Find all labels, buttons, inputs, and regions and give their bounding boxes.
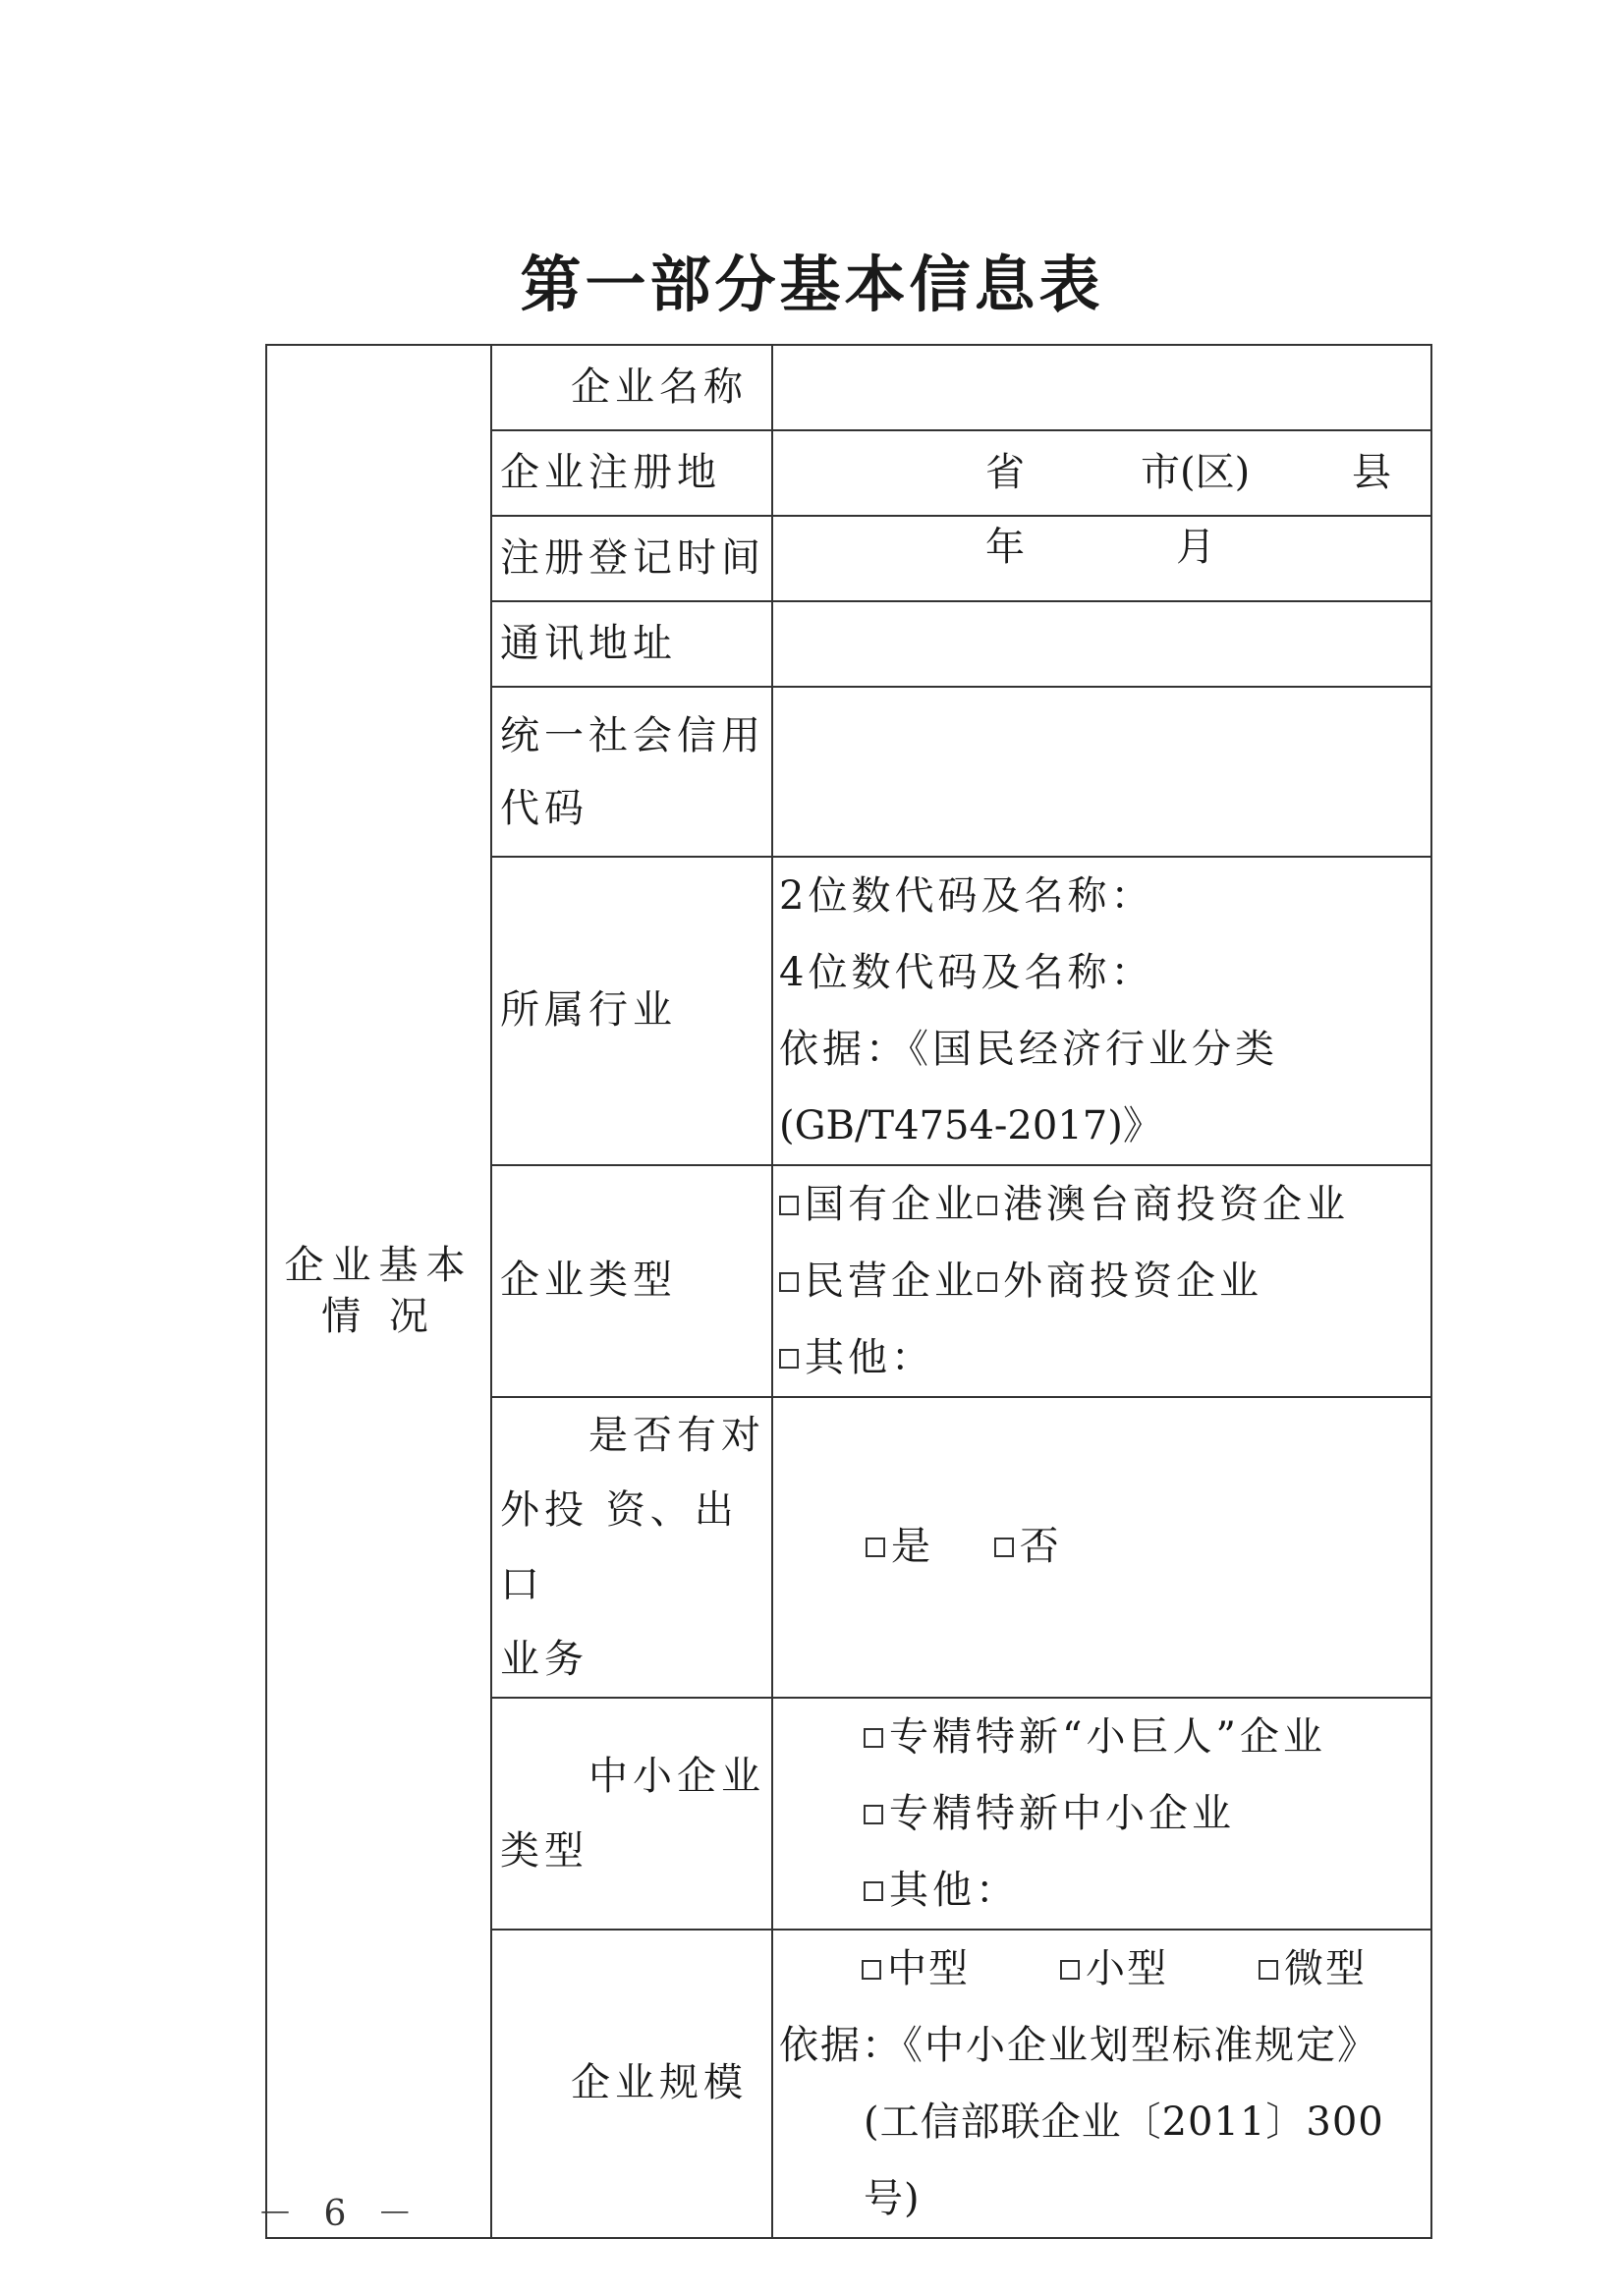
- option-label: 外商投资企业: [1003, 1259, 1262, 1304]
- industry-line: (GB/T4754-2017)》: [779, 1103, 1162, 1148]
- enterprise-type-label: 企业类型: [491, 1165, 772, 1397]
- option-label: 其他：: [889, 1868, 1019, 1913]
- province-unit: 省: [985, 449, 1025, 495]
- sme-type-label-line: 类型: [500, 1828, 588, 1874]
- registered-place-label: 企业注册地: [491, 430, 772, 516]
- credit-code-label-line: 统一社会信用: [500, 712, 765, 758]
- county-unit: 县: [1352, 449, 1391, 495]
- option-label: 专精特新“小巨人”企业: [889, 1714, 1326, 1760]
- checkbox[interactable]: [1259, 1960, 1278, 1980]
- option-label: 民营企业: [805, 1259, 978, 1304]
- company-name-field[interactable]: [772, 345, 1431, 430]
- enterprise-type-field: [772, 1165, 1431, 1397]
- page-number: － 6 －: [257, 2194, 422, 2234]
- mailing-address-label: 通讯地址: [491, 601, 772, 687]
- checkbox[interactable]: [978, 1272, 997, 1292]
- scale-basis: 依据：《中小企业划型标准规定》: [779, 2023, 1378, 2068]
- checkbox[interactable]: [779, 1196, 799, 1215]
- table-row: [266, 345, 1431, 430]
- registration-time-label: 注册登记时间: [491, 516, 772, 601]
- credit-code-label-line: 代码: [500, 785, 588, 831]
- industry-line: 依据：《国民经济行业分类: [779, 1027, 1278, 1072]
- industry-line: 4位数代码及名称：: [779, 950, 1154, 995]
- checkbox[interactable]: [779, 1349, 799, 1369]
- year-unit: 年: [985, 524, 1029, 570]
- checkbox[interactable]: [864, 1728, 883, 1748]
- sme-type-field: [772, 1698, 1431, 1930]
- checkbox[interactable]: [866, 1538, 885, 1557]
- checkbox[interactable]: [1060, 1960, 1080, 1980]
- mailing-address-field[interactable]: [772, 601, 1431, 687]
- option-label: 国有企业: [805, 1182, 978, 1227]
- industry-field[interactable]: [772, 857, 1431, 1165]
- option-no-label: 否: [1019, 1524, 1063, 1570]
- option-label: 港澳台商投资企业: [1003, 1182, 1349, 1227]
- checkbox[interactable]: [864, 1881, 883, 1901]
- option-label: 小型: [1086, 1946, 1168, 1991]
- foreign-business-label-line: 外投 资、出口: [500, 1487, 739, 1607]
- foreign-business-field: [772, 1397, 1431, 1698]
- registration-time-field[interactable]: [772, 516, 1431, 601]
- sme-type-label: [491, 1698, 772, 1930]
- month-unit: 月: [1176, 524, 1219, 570]
- enterprise-scale-field: [772, 1930, 1431, 2238]
- option-label: 微型: [1284, 1946, 1367, 1991]
- page-title: 第一部分基本信息表: [520, 249, 1104, 320]
- industry-label: 所属行业: [491, 857, 772, 1165]
- checkbox[interactable]: [994, 1538, 1014, 1557]
- credit-code-field[interactable]: [772, 687, 1431, 857]
- registered-place-field[interactable]: [772, 430, 1431, 516]
- checkbox[interactable]: [978, 1196, 997, 1215]
- option-label: 专精特新中小企业: [889, 1791, 1235, 1836]
- checkbox[interactable]: [864, 1805, 883, 1824]
- company-name-label: 企业名称: [491, 345, 772, 430]
- option-yes-label: 是: [891, 1524, 934, 1570]
- credit-code-label: [491, 687, 772, 857]
- section-label-cell: [266, 345, 491, 2238]
- checkbox[interactable]: [779, 1272, 799, 1292]
- option-label: 其他：: [805, 1335, 934, 1380]
- city-unit: 市(区): [1141, 449, 1251, 495]
- basic-info-table: [265, 344, 1432, 2239]
- scale-source: (工信部联企业〔2011〕300号): [864, 2099, 1384, 2221]
- foreign-business-label-line: 业务: [500, 1637, 588, 1682]
- option-label: 中型: [887, 1946, 970, 1991]
- section-label-line: 企业基本: [284, 1243, 474, 1289]
- checkbox[interactable]: [862, 1960, 881, 1980]
- enterprise-scale-label: 企业规模: [491, 1930, 772, 2238]
- foreign-business-label: [491, 1397, 772, 1698]
- sme-type-label-line: 中小企业: [588, 1754, 765, 1799]
- foreign-business-label-line: 是否有对: [588, 1413, 765, 1458]
- section-label-line: 情 况: [321, 1293, 436, 1339]
- industry-line: 2位数代码及名称：: [779, 873, 1154, 919]
